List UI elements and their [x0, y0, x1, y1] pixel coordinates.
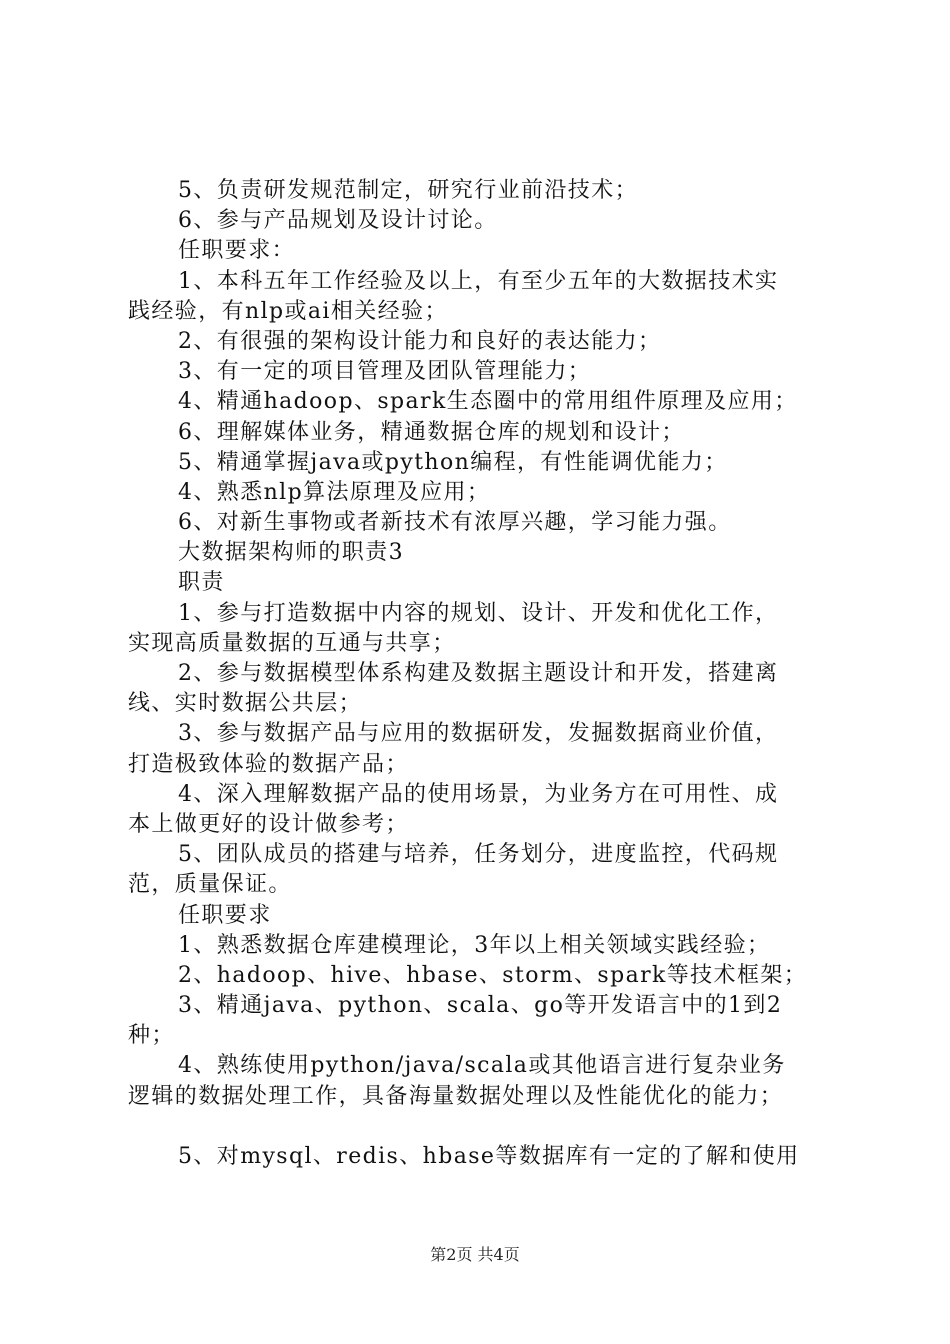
text-line: 6、参与产品规划及设计讨论。 — [178, 208, 498, 234]
text-line: 实现高质量数据的互通与共享； — [128, 630, 456, 656]
text-line: 4、精通hadoop、spark生态圈中的常用组件原理及应用； — [178, 389, 798, 415]
text-line: 1、熟悉数据仓库建模理论，3年以上相关领域实践经验； — [178, 932, 771, 958]
section-heading: 任职要求： — [178, 238, 296, 264]
section-heading: 大数据架构师的职责3 — [178, 540, 404, 566]
text-line: 3、精通java、python、scala、go等开发语言中的1到2 — [178, 993, 783, 1019]
text-line: 4、熟悉nlp算法原理及应用； — [178, 479, 491, 505]
text-line: 6、理解媒体业务，精通数据仓库的规划和设计； — [178, 419, 685, 445]
text-line: 1、参与打造数据中内容的规划、设计、开发和优化工作， — [178, 600, 779, 626]
text-line: 5、对mysql、redis、hbase等数据库有一定的了解和使用 — [178, 1143, 800, 1169]
text-line: 2、hadoop、hive、hbase、storm、spark等技术框架； — [178, 962, 808, 988]
text-line: 范，质量保证。 — [128, 872, 292, 898]
text-line: 4、深入理解数据产品的使用场景，为业务方在可用性、成 — [178, 781, 779, 807]
text-line: 1、本科五年工作经验及以上，有至少五年的大数据技术实 — [178, 268, 779, 294]
page-number-footer: 第2页 共4页 — [430, 1245, 520, 1264]
text-line: 种； — [128, 1023, 175, 1049]
text-line: 5、团队成员的搭建与培养，任务划分，进度监控，代码规 — [178, 842, 779, 868]
text-line: 6、对新生事物或者新技术有浓厚兴趣，学习能力强。 — [178, 510, 732, 536]
text-line: 践经验，有nlp或ai相关经验； — [128, 298, 448, 324]
section-heading: 职责 — [178, 570, 225, 596]
text-line: 逻辑的数据处理工作，具备海量数据处理以及性能优化的能力； — [128, 1083, 784, 1109]
text-line: 本上做更好的设计做参考； — [128, 811, 409, 837]
blank-line — [128, 1112, 833, 1142]
text-line: 5、精通掌握java或python编程，有性能调优能力； — [178, 449, 728, 475]
text-line: 打造极致体验的数据产品； — [128, 751, 409, 777]
section-heading: 任职要求 — [178, 902, 272, 928]
text-line: 2、参与数据模型体系构建及数据主题设计和开发，搭建离 — [178, 661, 779, 686]
body-text — [128, 176, 833, 1172]
text-line: 5、负责研发规范制定，研究行业前沿技术； — [178, 178, 638, 203]
text-line: 3、有一定的项目管理及团队管理能力； — [178, 359, 592, 385]
text-line: 线、实时数据公共层； — [128, 691, 363, 717]
text-line: 3、参与数据产品与应用的数据研发，发掘数据商业价值， — [178, 721, 779, 747]
text-line: 2、有很强的架构设计能力和良好的表达能力； — [178, 328, 662, 354]
text-line: 4、熟练使用python/java/scala或其他语言进行复杂业务 — [178, 1053, 786, 1079]
